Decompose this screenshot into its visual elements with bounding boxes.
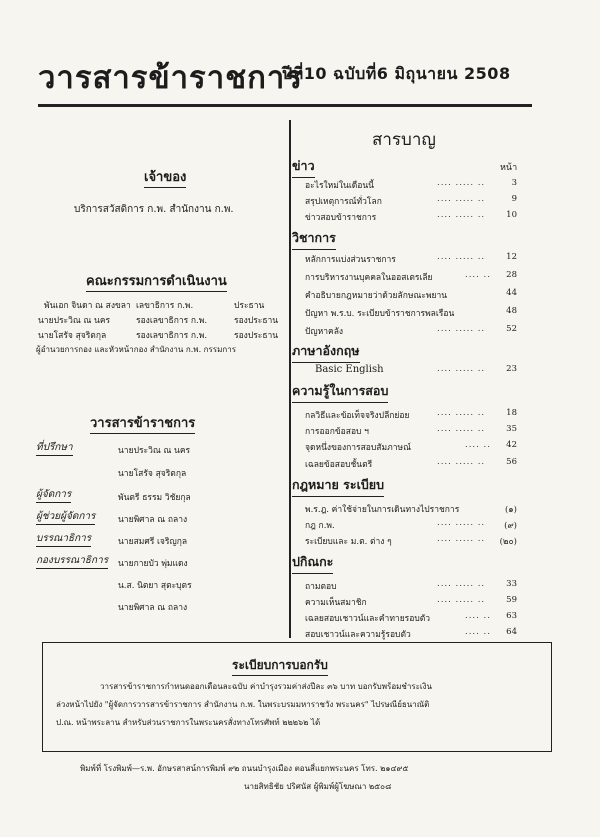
toc-page-label: หน้า bbox=[500, 163, 518, 173]
committee-name: พันเอก จินดา ณ สงขลา bbox=[44, 301, 131, 311]
toc-leader: .... .. bbox=[465, 627, 491, 637]
committee-position: เลขาธิการ ก.พ. bbox=[136, 301, 194, 311]
toc-item-title: กฎ ก.พ. bbox=[305, 521, 335, 531]
toc-item-page: 48 bbox=[506, 306, 517, 316]
toc-item-page: 33 bbox=[506, 579, 517, 589]
toc-item[interactable] bbox=[305, 194, 517, 206]
owner-text: บริการสวัสดิการ ก.พ. สำนักงาน ก.พ. bbox=[74, 204, 234, 215]
advisor-name: นายประวิณ ณ นคร bbox=[118, 446, 191, 456]
toc-leader: .... ..... .. bbox=[437, 178, 486, 188]
committee-role: รองประธาน bbox=[234, 316, 279, 326]
toc-leader: .... ..... .. bbox=[437, 210, 486, 220]
toc-leader: .... ..... .. bbox=[437, 194, 486, 204]
printer-line: พิมพ์ที่ โรงพิมพ์—ร.พ. อักษรสาสน์การพิมพ์ ๙๒ ถนนบำรุงเมือง ตอนสี่แยกพระนคร โทร. ๒๑๔๙๕ bbox=[80, 764, 409, 773]
toc-leader: .... ..... .. bbox=[437, 595, 486, 605]
toc-section-heading: ความรู้ในการสอบ bbox=[292, 381, 388, 403]
subscription-heading: ระเบียบการบอกรับ bbox=[232, 656, 328, 676]
toc-item-page: 52 bbox=[506, 324, 517, 334]
toc-item-page: 44 bbox=[506, 288, 517, 298]
toc-leader: .... ..... .. bbox=[437, 424, 486, 434]
toc-leader: .... ..... .. bbox=[437, 408, 486, 418]
toc-item-title: จุดหนึ่งของการสอบสัมภาษณ์ bbox=[305, 443, 411, 453]
role-editor: บรรณาธิการ bbox=[36, 531, 91, 547]
committee-heading: คณะกรรมการดำเนินงาน bbox=[86, 270, 227, 292]
toc-item-page: 18 bbox=[506, 408, 517, 418]
toc-item-title: สรุปเหตุการณ์ทั่วโลก bbox=[305, 197, 382, 207]
toc-item[interactable] bbox=[305, 210, 517, 222]
masthead-title: วารสารข้าราชการ bbox=[38, 60, 303, 96]
toc-item[interactable] bbox=[305, 306, 517, 318]
masthead-issue: ปีที่10 ฉบับที่6 มิถุนายน 2508 bbox=[282, 64, 511, 83]
toc-item-page: (๑) bbox=[504, 505, 517, 515]
subscription-line: ป.ณ. หน้าพระลาน สำหรับส่วนราชการในพระนครสั่งทางโทรศัพท์ ๒๒๒๖๒ ได้ bbox=[56, 718, 321, 727]
toc-item[interactable] bbox=[305, 627, 517, 639]
toc-item-title: ความเห็นสมาชิก bbox=[305, 598, 367, 608]
role-advisor: ที่ปรึกษา bbox=[36, 440, 73, 456]
column-divider bbox=[289, 120, 291, 638]
toc-item-page: (๒๐) bbox=[499, 537, 517, 547]
toc-item-title: ถามตอบ bbox=[305, 582, 337, 592]
masthead-rule bbox=[38, 104, 532, 107]
advisor-name: นายโสรัจ สุจริตกุล bbox=[118, 469, 187, 479]
toc-item-page: 9 bbox=[511, 194, 517, 204]
toc-item-page: 23 bbox=[506, 364, 517, 374]
toc-section-heading: ข่าว bbox=[292, 156, 315, 178]
toc-item-page: 56 bbox=[506, 457, 517, 467]
toc-item-title: พ.ร.ฎ. ค่าใช้จ่ายในการเดินทางไปราชการ bbox=[305, 505, 460, 515]
role-editorial-board: กองบรรณาธิการ bbox=[36, 553, 108, 569]
toc-item-title: เฉลยข้อสอบชั้นตรี bbox=[305, 460, 373, 470]
toc-item-page: 59 bbox=[506, 595, 517, 605]
toc-item[interactable] bbox=[305, 270, 517, 282]
committee-position: รองเลขาธิการ ก.พ. bbox=[136, 331, 208, 341]
toc-section-heading: วิชาการ bbox=[292, 228, 336, 250]
toc-leader: .... .. bbox=[465, 440, 491, 450]
toc-item[interactable] bbox=[305, 252, 517, 264]
toc-leader: .... ..... .. bbox=[437, 252, 486, 262]
toc-leader: .... ..... .. bbox=[437, 457, 486, 467]
toc-item[interactable] bbox=[305, 364, 517, 376]
toc-item-page: 35 bbox=[506, 424, 517, 434]
toc-item-page: 63 bbox=[506, 611, 517, 621]
toc-title: สารบาญ bbox=[372, 130, 436, 150]
toc-item-page: 12 bbox=[506, 252, 517, 262]
committee-name: นายประวิณ ณ นคร bbox=[38, 316, 111, 326]
toc-leader: .... ..... .. bbox=[437, 324, 486, 334]
toc-item-page: 3 bbox=[511, 178, 517, 188]
assistant-manager-name: นายพิศาล ณ ถลาง bbox=[118, 515, 188, 525]
toc-item-page: 42 bbox=[506, 440, 517, 450]
toc-item-title: อะไรใหม่ในเดือนนี้ bbox=[305, 181, 374, 191]
printer-publisher: นายสิทธิชัย ปริศนัส ผู้พิมพ์ผู้โฆษณา ๒๕๐๘ bbox=[244, 782, 392, 791]
journal-heading: วารสารข้าราชการ bbox=[90, 412, 195, 434]
toc-item[interactable] bbox=[305, 595, 517, 607]
toc-item-title: ปัญหา พ.ร.บ. ระเบียบข้าราชการพลเรือน bbox=[305, 309, 455, 319]
toc-item[interactable] bbox=[305, 534, 517, 546]
editorial-board-name: นายพิศาล ณ ถลาง bbox=[118, 603, 188, 613]
toc-leader: .... .. bbox=[465, 270, 491, 280]
owner-heading: เจ้าของ bbox=[144, 166, 186, 188]
toc-item[interactable] bbox=[305, 579, 517, 591]
toc-item[interactable] bbox=[305, 502, 517, 514]
toc-section-heading: กฎหมาย ระเบียบ bbox=[292, 475, 384, 497]
toc-item[interactable] bbox=[305, 518, 517, 530]
committee-position: รองเลขาธิการ ก.พ. bbox=[136, 316, 208, 326]
editorial-board-name: น.ส. นิตยา สุตะบุตร bbox=[118, 581, 192, 591]
toc-item[interactable] bbox=[305, 424, 517, 436]
toc-item[interactable] bbox=[305, 408, 517, 420]
toc-item-title: การออกข้อสอบ ฯ bbox=[305, 427, 369, 437]
toc-item-page: 64 bbox=[506, 627, 517, 637]
editor-name: นายสมศรี เจริญกุล bbox=[118, 537, 188, 547]
subscription-line: วารสารข้าราชการกำหนดออกเดือนละฉบับ ค่าบำรุงรวมค่าส่งปีละ ๓๖ บาท บอกรับพร้อมชำระเงิน bbox=[100, 682, 433, 691]
toc-item[interactable] bbox=[305, 457, 517, 469]
toc-item-title: ระเบียบและ ม.ต. ต่าง ๆ bbox=[305, 537, 392, 547]
toc-item[interactable] bbox=[305, 611, 517, 623]
committee-name: นายโสรัจ สุจริตกุล bbox=[38, 331, 107, 341]
subscription-line: ล่วงหน้าไปยัง "ผู้จัดการวารสารข้าราชการ สำนักงาน ก.พ. ในพระบรมมหาราชวัง พระนคร" ไปรษณีย์ธนาณัติ bbox=[56, 700, 430, 709]
toc-item-title: ปัญหาคลัง bbox=[305, 327, 344, 337]
toc-item-title: สอบเชาวน์และความรู้รอบตัว bbox=[305, 630, 411, 640]
toc-item[interactable] bbox=[305, 288, 517, 300]
toc-item[interactable] bbox=[305, 440, 517, 452]
toc-leader: .... ..... .. bbox=[437, 364, 486, 374]
toc-item-page: (๙) bbox=[504, 521, 517, 531]
toc-item-title: Basic English bbox=[315, 364, 384, 375]
toc-item-title: คำอธิบายกฎหมายว่าด้วยลักษณะพยาน bbox=[305, 291, 448, 301]
toc-section-heading: ปกิณกะ bbox=[292, 552, 333, 574]
toc-item-page: 28 bbox=[506, 270, 517, 280]
role-assistant-manager: ผู้ช่วยผู้จัดการ bbox=[36, 509, 95, 525]
committee-role: ประธาน bbox=[234, 301, 265, 311]
committee-note: ผู้อำนวยการกอง และหัวหน้ากอง สำนักงาน ก.พ. กรรมการ bbox=[36, 345, 237, 354]
toc-leader: .... ..... .. bbox=[437, 518, 486, 528]
toc-item-title: หลักการแบ่งส่วนราชการ bbox=[305, 255, 396, 265]
toc-item-title: ข่าวสอบข้าราชการ bbox=[305, 213, 377, 223]
toc-item-title: เฉลยสอบเชาวน์และคำทายรอบตัว bbox=[305, 614, 431, 624]
toc-item[interactable] bbox=[305, 324, 517, 336]
toc-item-page: 10 bbox=[506, 210, 517, 220]
manager-name: พันตรี ธรรม วิชัยกุล bbox=[118, 493, 191, 503]
toc-leader: .... ..... .. bbox=[437, 579, 486, 589]
committee-role: รองประธาน bbox=[234, 331, 279, 341]
toc-section-heading: ภาษาอังกฤษ bbox=[292, 341, 360, 363]
toc-leader: .... .. bbox=[465, 611, 491, 621]
editorial-board-name: นายกายบัว พุ่มแดง bbox=[118, 559, 188, 569]
toc-item[interactable] bbox=[305, 178, 517, 190]
role-manager: ผู้จัดการ bbox=[36, 487, 71, 503]
toc-leader: .... ..... .. bbox=[437, 534, 486, 544]
toc-item-title: การบริหารงานบุคคลในออสเตรเลีย bbox=[305, 273, 433, 283]
toc-item-title: กลวิธีและข้อเท็จจริงปลีกย่อย bbox=[305, 411, 410, 421]
